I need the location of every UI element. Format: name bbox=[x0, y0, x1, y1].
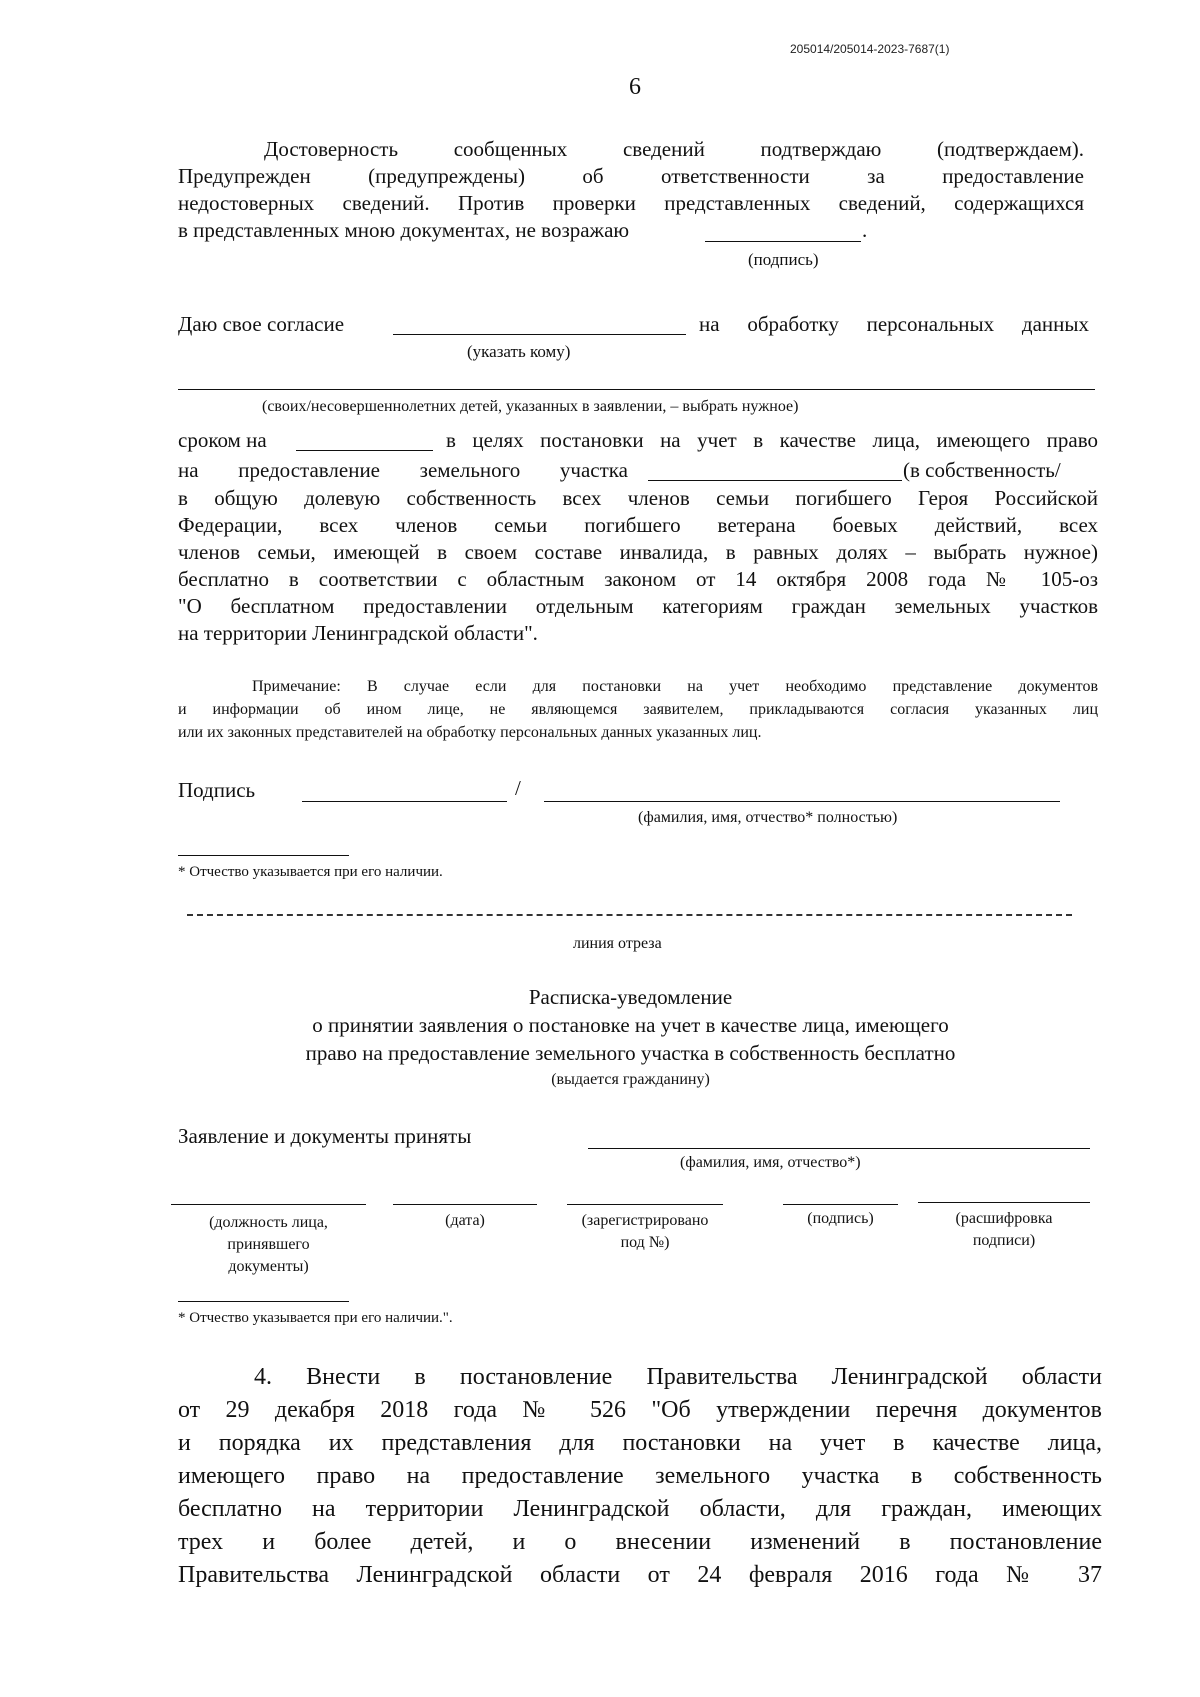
signature-name-line bbox=[544, 801, 1060, 802]
attestation-line-2: Предупрежден (предупреждены) об ответственности за предоставление bbox=[178, 164, 1084, 188]
signature-line bbox=[302, 801, 507, 802]
footnote-divider-1 bbox=[178, 855, 349, 856]
attestation-signature-caption: (подпись) bbox=[748, 250, 819, 269]
consent-line-6: бесплатно в соответствии с областным законом от 14 октября 2008 года № 105-оз bbox=[178, 567, 1098, 591]
receipt-col-caption-signature: (подпись) bbox=[807, 1210, 874, 1227]
receipt-subtitle-3: (выдается гражданину) bbox=[551, 1071, 710, 1088]
receipt-col-line-4 bbox=[783, 1204, 898, 1205]
item4-line-7: Правительства Ленинградской области от 24 февраля 2016 года № 37 bbox=[178, 1562, 1102, 1588]
consent-subjects-line bbox=[178, 389, 1095, 390]
item4-line-1: 4. Внести в постановление Правительства Ленинградской области bbox=[254, 1364, 1102, 1390]
page-number: 6 bbox=[629, 74, 641, 100]
receipt-col-line-5 bbox=[918, 1202, 1090, 1203]
receipt-title: Расписка-уведомление bbox=[528, 985, 733, 1009]
item4-line-6: трех и более детей, и о внесении изменений в постановление bbox=[178, 1529, 1102, 1555]
consent-plot-lead: на предоставление земельного участка bbox=[178, 458, 628, 482]
signature-name-caption: (фамилия, имя, отчество* полностью) bbox=[638, 809, 898, 826]
receipt-col-caption-position: (должность лица, принявшего документы) bbox=[209, 1214, 328, 1275]
receipt-accepted-caption: (фамилия, имя, отчество*) bbox=[680, 1154, 861, 1171]
consent-term-line bbox=[296, 450, 433, 451]
attestation-line-4 bbox=[178, 217, 629, 244]
receipt-subtitle-1: о принятии заявления о постановке на учет в качестве лица, имеющего bbox=[312, 1013, 949, 1037]
consent-tail: на обработку персональных данных bbox=[699, 312, 1089, 336]
consent-line-5: членов семьи, имеющей в своем составе инвалида, в равных долях – выбрать нужное) bbox=[178, 540, 1098, 564]
attestation-line-4-end: . bbox=[862, 218, 868, 242]
footnote-divider-2 bbox=[178, 1301, 349, 1302]
cut-label: линия отреза bbox=[573, 935, 662, 952]
note-line-2: и информации об ином лице, не являющемся заявителем, прикладываются согласия указанных лиц bbox=[178, 701, 1098, 718]
cut-line bbox=[187, 914, 1072, 916]
note-line-1: Примечание: В случае если для постановки на учет необходимо представление документов bbox=[252, 678, 1098, 695]
receipt-accepted-line bbox=[588, 1148, 1090, 1149]
footnote-1: * Отчество указывается при его наличии. bbox=[178, 864, 443, 880]
consent-whom-caption: (указать кому) bbox=[467, 342, 571, 361]
attestation-signature-line bbox=[705, 241, 861, 242]
attestation-line-4-text: в представленных мною документах, не возражаю bbox=[178, 218, 630, 242]
item4-line-5: бесплатно на территории Ленинградской области, для граждан, имеющих bbox=[178, 1496, 1102, 1522]
document-id: 205014/205014-2023-7687(1) bbox=[790, 42, 950, 56]
consent-whom-line bbox=[393, 334, 686, 335]
receipt-accepted-label: Заявление и документы приняты bbox=[178, 1124, 472, 1148]
receipt-col-line-2 bbox=[393, 1204, 537, 1205]
receipt-col-caption-date: (дата) bbox=[445, 1212, 485, 1229]
consent-line-3: в общую долевую собственность всех членов семьи погибшего Героя Российской bbox=[178, 486, 1098, 510]
footnote-2: * Отчество указывается при его наличии.". bbox=[178, 1310, 453, 1326]
consent-subjects-caption: (своих/несовершеннолетних детей, указанных в заявлении, – выбрать нужное) bbox=[262, 398, 799, 415]
consent-line-7: "О бесплатном предоставлении отдельным категориям граждан земельных участков bbox=[178, 594, 1098, 618]
item4-line-4: имеющего право на предоставление земельного участка в собственность bbox=[178, 1463, 1102, 1489]
consent-term-lead: сроком на bbox=[178, 428, 267, 452]
signature-label: Подпись bbox=[178, 778, 256, 802]
receipt-col-line-1 bbox=[171, 1204, 366, 1205]
consent-plot-line bbox=[648, 480, 902, 481]
attestation-line-1: Достоверность сообщенных сведений подтверждаю (подтверждаем). bbox=[264, 137, 1084, 161]
receipt-col-caption-decryption: (расшифровка подписи) bbox=[955, 1210, 1053, 1249]
receipt-col-caption-registered: (зарегистрировано под №) bbox=[581, 1212, 709, 1251]
item4-line-2: от 29 декабря 2018 года № 526 "Об утверждении перечня документов bbox=[178, 1397, 1102, 1423]
signature-slash: / bbox=[515, 776, 521, 800]
item4-line-3: и порядка их представления для постановки на учет в качестве лица, bbox=[178, 1430, 1102, 1456]
consent-line-4: Федерации, всех членов семьи погибшего ветерана боевых действий, всех bbox=[178, 513, 1098, 537]
consent-term-tail: в целях постановки на учет в качестве лица, имеющего право bbox=[446, 428, 1098, 452]
consent-lead: Даю свое согласие bbox=[178, 312, 345, 336]
receipt-col-line-3 bbox=[567, 1204, 723, 1205]
receipt-subtitle-2: право на предоставление земельного участка в собственность бесплатно bbox=[305, 1041, 956, 1065]
consent-plot-tail: (в собственность/ bbox=[903, 458, 1061, 482]
note-line-3: или их законных представителей на обработку персональных данных указанных лиц. bbox=[178, 724, 762, 741]
consent-line-8: на территории Ленинградской области". bbox=[178, 621, 538, 645]
attestation-line-3: недостоверных сведений. Против проверки представленных сведений, содержащихся bbox=[178, 191, 1084, 215]
